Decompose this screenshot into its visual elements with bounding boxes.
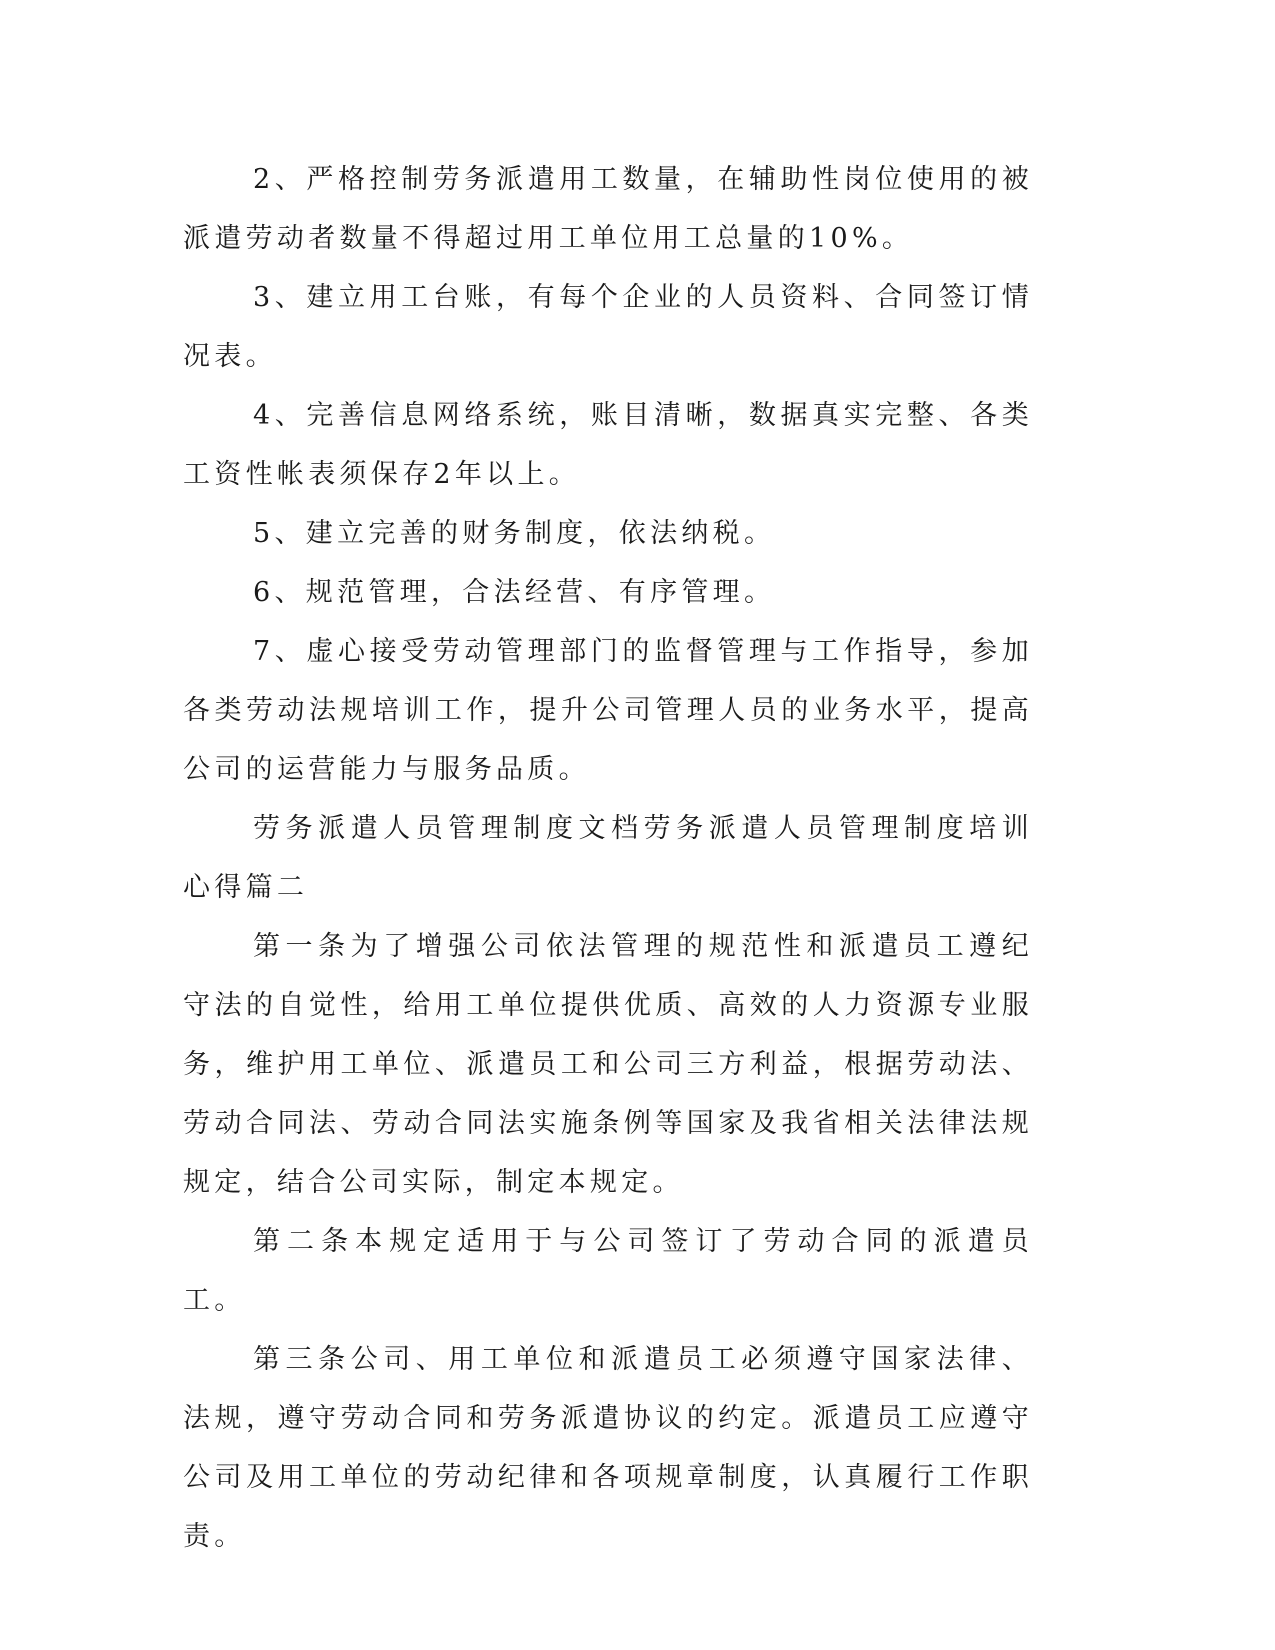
paragraph-item-3: 3、建立用工台账，有每个企业的人员资料、合同签订情况表。 [183, 282, 1033, 372]
paragraph-item-6: 6、规范管理，合法经营、有序管理。 [253, 577, 776, 608]
paragraph-item-7: 7、虚心接受劳动管理部门的监督管理与工作指导，参加各类劳动法规培训工作，提升公司管理人员的业务水平，提高公司的运营能力与服务品质。 [183, 636, 1033, 785]
article-2: 第二条本规定适用于与公司签订了劳动合同的派遣员工。 [183, 1226, 1033, 1316]
article-3: 第三条公司、用工单位和派遣员工必须遵守国家法律、法规，遵守劳动合同和劳务派遣协议的约定。派遣员工应遵守公司及用工单位的劳动纪律和各项规章制度，认真履行工作职责。 [183, 1344, 1033, 1552]
article-1: 第一条为了增强公司依法管理的规范性和派遣员工遵纪守法的自觉性，给用工单位提供优质、高效的人力资源专业服务，维护用工单位、派遣员工和公司三方利益，根据劳动法、劳动合同法、劳动合同法实施条例等国家及我省相关法律法规规定，结合公司实际，制定本规定。 [183, 931, 1033, 1198]
paragraph-item-4: 4、完善信息网络系统，账目清晰，数据真实完整、各类工资性帐表须保存2年以上。 [183, 400, 1033, 490]
paragraph-item-5: 5、建立完善的财务制度，依法纳税。 [253, 518, 776, 549]
section-heading: 劳务派遣人员管理制度文档劳务派遣人员管理制度培训心得篇二 [183, 813, 1033, 903]
document-body [183, 150, 1033, 1566]
paragraph-item-2: 2、严格控制劳务派遣用工数量，在辅助性岗位使用的被派遣劳动者数量不得超过用工单位用工总量的10%。 [183, 164, 1033, 254]
